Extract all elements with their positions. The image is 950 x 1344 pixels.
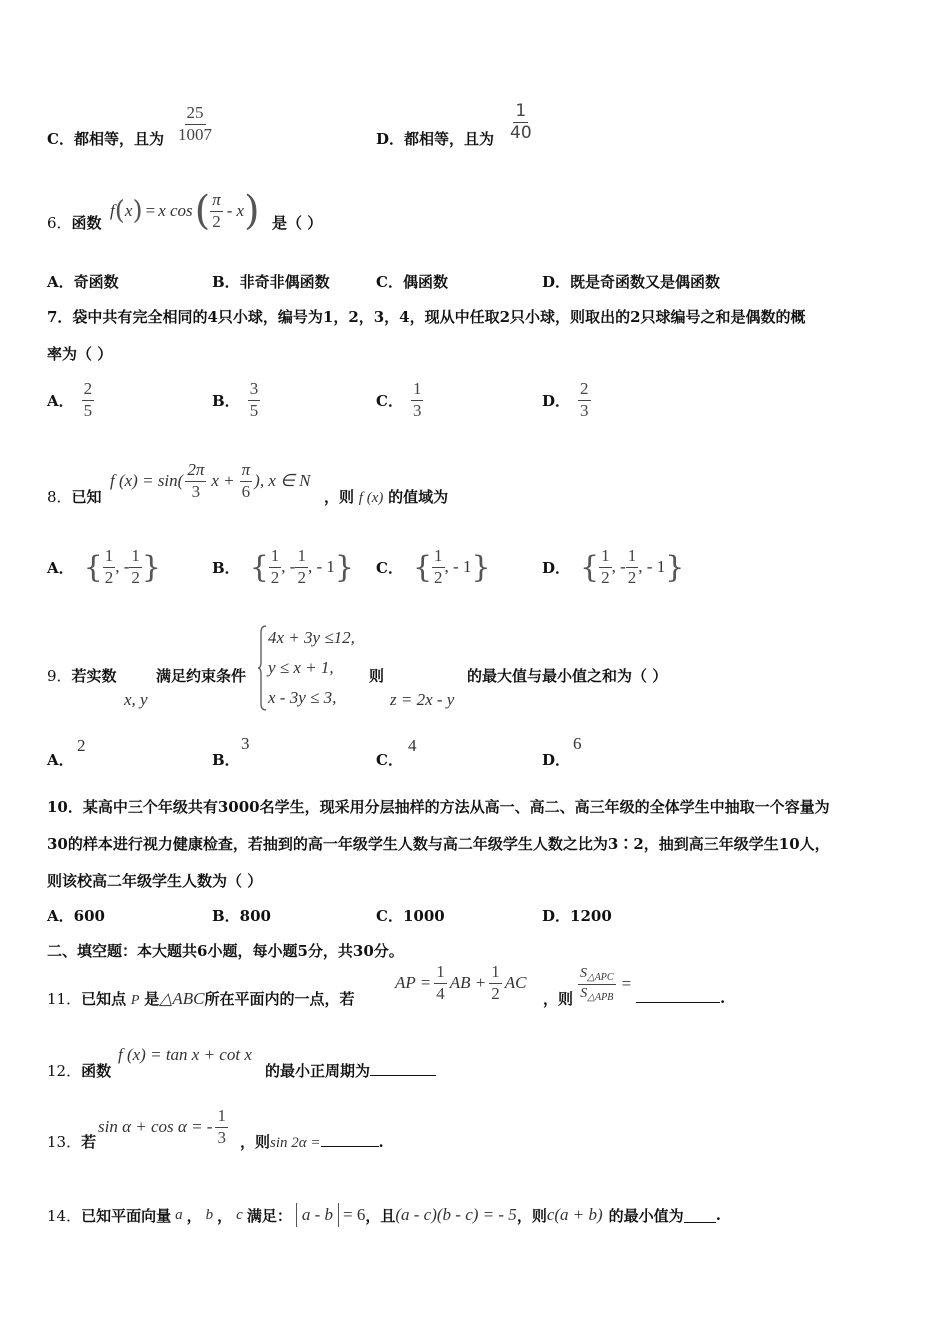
q12-prefix: 函数 [81,1062,112,1080]
fraction-numerator: 1 [626,547,639,568]
q8-option-d[interactable] [542,542,684,592]
answer-blank[interactable] [684,1208,716,1223]
q13-then: ，则 [240,1133,271,1151]
q6-formula [110,188,260,234]
option-label: C． [376,391,403,410]
q12-number: 12． [47,1062,82,1080]
fraction-denominator: 5 [83,400,93,420]
q6-option-c[interactable]: C．偶函数 [376,273,448,291]
q10-option-a[interactable]: A．600 [47,907,105,925]
q14-then: ，则 [516,1206,547,1225]
q12-stem [47,1060,111,1081]
math-sep: , - 1 [307,557,335,576]
fraction-denominator: 5 [249,400,259,420]
q8-then: ，则 [324,488,355,506]
q5-option-c-label: C．都相等，且为 [47,130,164,148]
math-x: x [236,201,245,220]
q9-option-c[interactable]: C． [376,751,403,769]
fraction-numerator: 1 [295,547,308,568]
fraction-denominator: 2 [434,567,443,587]
q9-number: 9． [47,667,72,685]
math-expr: sin 2α = [270,1135,321,1151]
fraction-numerator: 1 [411,380,424,401]
math-sep: , - [611,557,626,576]
math-expr: x + [211,471,235,490]
fraction-denominator: 2 [131,567,140,587]
q14-sep: ， [217,1206,233,1225]
q9-suffix: 的最大值与最小值之和为（ ） [467,667,668,685]
q8-stem [47,486,102,507]
q8-number: 8． [47,488,72,506]
q12-expr: f (x) = tan x + cot x [118,1045,252,1064]
q8-post: 的值域为 [388,488,449,506]
q9-constraint-2: y ≤ x + 1, [268,658,334,677]
q9-mid: 满足约束条件 [156,667,247,685]
option-label: C． [376,558,403,577]
q13-formula [98,1102,228,1152]
fraction-denominator: 2 [212,211,221,231]
brace-left: { [83,549,103,585]
q5-option-d-fraction [508,102,534,142]
section-heading: 二、填空题：本大题共6小题，每小题5分，共30分。 [47,942,404,960]
q13-suffix [240,1131,384,1152]
q6-number: 6． [47,214,72,232]
q6-option-a[interactable]: A．奇函数 [47,273,119,291]
q10-option-b[interactable]: B．800 [212,907,271,925]
math-minus: - [226,201,233,220]
fraction-numerator: 2π [185,461,206,482]
q10-line-1: 10．某高中三个年级共有3000名学生，现采用分层抽样的方法从高一、高二、高三年级的全体学生中抽取一个容量为 [47,798,830,816]
q6-suffix: 是（ ） [272,214,323,232]
q9-option-b[interactable]: B． [212,751,240,769]
fraction-numerator: 1 [129,547,142,568]
q8-prefix: 已知 [71,488,102,506]
q9-constraint-1: 4x + 3y ≤12, [268,628,355,647]
q7-option-c[interactable] [376,376,423,424]
math-ab: AB + [449,973,487,992]
math-sep: , - 1 [638,557,666,576]
brace-icon [258,624,268,712]
fraction-denominator: 4 [436,983,445,1003]
q6-option-b[interactable]: B．非奇非偶函数 [212,273,330,291]
q10-option-c[interactable]: C．1000 [376,907,445,925]
q11-answer-blank[interactable] [636,988,725,1007]
q5-option-d[interactable] [376,128,494,149]
fraction-numerator: 1 [269,547,282,568]
q14-and: ，且 [365,1206,396,1225]
paren-left: ( [114,196,125,226]
q7-line-2: 率为（ ） [47,345,113,363]
math-cond: (a - c)(b - c) = - 5 [395,1205,517,1224]
q13-prefix: 若 [81,1133,97,1151]
option-label: D． [542,558,571,577]
paren-left-big: ( [194,188,211,234]
math-sep: , - [281,557,296,576]
math-subscript: △APC [587,971,614,983]
fraction-numerator: π [210,191,223,212]
q10-line-3: 则该校高二年级学生人数为（ ） [47,872,263,890]
math-ap: AP = [395,973,432,992]
fraction-denominator: 2 [297,567,306,587]
q11-is: 是 [144,990,160,1008]
fraction-denominator: 6 [241,481,251,501]
option-label: B． [212,391,240,410]
q11-end: . [720,989,726,1007]
fraction-numerator: 1 [215,1107,228,1128]
fraction-denominator: 3 [191,481,201,501]
q9-option-c-value: 4 [408,736,417,755]
math-sep: , - [115,557,130,576]
q11-number: 11． [47,990,82,1008]
option-label: B． [212,558,240,577]
fraction-numerator: 1 [434,963,447,984]
fraction-numerator: 3 [248,380,261,401]
math-p: P [130,993,140,1008]
q9-option-b-value: 3 [241,734,250,753]
answer-blank[interactable] [636,988,720,1003]
q6-stem [47,212,102,233]
system-brace [258,624,262,712]
q9-option-a-value: 2 [77,736,86,755]
math-x: x [124,201,133,220]
q9-constraint-3: x - 3y ≤ 3, [268,688,337,707]
brace-right: } [141,549,161,585]
math-b: b [205,1206,214,1223]
math-expr: sin α + cos α = - [98,1117,213,1136]
math-a: a [175,1206,183,1223]
fraction-denominator: 3 [217,1127,226,1147]
q5-option-c[interactable] [47,128,164,149]
fraction-numerator: 1 [515,101,527,121]
math-ac: AC [504,973,527,992]
q14-sep: ， [186,1206,202,1225]
brace-left: { [580,549,600,585]
math-s: S [580,985,588,1001]
math-triangle: △ABC [159,989,205,1008]
q8-option-a[interactable] [47,542,161,592]
fraction-numerator: 1 [103,547,116,568]
fraction-denominator: 2 [270,567,280,587]
q8-option-c[interactable] [376,542,491,592]
fraction-numerator: 2 [578,380,591,401]
q7-line-1: 7．袋中共有完全相同的4只小球，编号为1，2，3，4，现从中任取2只小球，则取出的2只球编号之和是偶数的概 [47,308,806,326]
q14-prefix: 已知平面向量 [81,1206,172,1225]
math-eq: = [145,201,156,220]
math-f: f [110,201,115,220]
math-eq: = [621,974,632,993]
answer-blank[interactable] [321,1132,379,1147]
q11-vector-eq [395,960,526,1006]
math-s: S [580,965,587,981]
fraction-denominator: 1007 [178,124,212,144]
fraction-denominator: 2 [104,567,114,587]
fraction-numerator [578,966,616,985]
q14-mid: 满足： [246,1206,292,1225]
q8-formula [110,456,311,506]
q11-mid: 所在平面内的一点，若 [204,990,355,1008]
q5-option-c-fraction [176,104,214,144]
brace-left: { [249,549,269,585]
q6-prefix: 函数 [71,214,102,232]
q7-option-b[interactable] [212,376,260,424]
q13-end: . [378,1133,384,1151]
q9-option-d-value: 6 [573,734,582,753]
math-expr: f (x) = sin( [110,471,184,490]
math-expr: c(a + b) [546,1205,603,1224]
math-c: c [236,1206,243,1223]
q11-stem [47,988,354,1009]
q9-objective: z = 2x - y [390,690,455,709]
option-label: A． [47,391,74,410]
paren-right: ) [132,196,143,226]
fraction-numerator: 1 [599,547,612,568]
option-label: A． [47,558,74,577]
q13-number: 13． [47,1133,82,1151]
math-subscript: △APB [587,991,614,1003]
math-expr: ), x ∈ N [254,471,311,490]
q14-post: 的最小值为 [608,1206,684,1225]
q12-post: 的最小正周期为 [265,1062,371,1080]
brace-right: } [334,549,354,585]
q10-option-d[interactable]: D．1200 [542,907,612,925]
q11-prefix: 已知点 [81,990,127,1008]
q12-suffix [265,1060,436,1081]
math-eq: = 6 [343,1205,366,1224]
fraction-denominator: 2 [601,567,610,587]
fraction-numerator: 1 [489,963,502,984]
q14-end: . [715,1206,721,1224]
q7-option-d[interactable] [542,376,591,424]
q13-stem [47,1131,96,1152]
math-sep: , - 1 [444,557,472,576]
q14-stem [47,1203,721,1227]
fraction-denominator: 2 [491,983,500,1003]
q9-option-d[interactable]: D． [542,751,571,769]
q9-stem [47,665,117,686]
q9-vars: x, y [124,690,148,709]
q8-option-b[interactable] [212,542,354,592]
option-label: D． [542,391,571,410]
fraction-numerator: π [240,461,253,482]
q11-then: ，则 [543,990,574,1008]
q6-option-d[interactable]: D．既是奇函数又是偶函数 [542,273,721,291]
fraction-denominator [578,985,615,1003]
q9-then: 则 [369,667,385,685]
q7-option-a[interactable] [47,376,94,424]
q9-option-a[interactable]: A． [47,751,74,769]
math-fx: f (x) [358,490,384,506]
paren-right-big: ) [244,188,260,234]
answer-blank[interactable] [370,1061,436,1076]
brace-right: } [665,549,685,585]
q10-line-2: 30的样本进行视力健康检查，若抽到的高一年级学生人数与高二年级学生人数之比为3∶2，抽到高三年级学生10人， [47,835,830,853]
fraction-denominator: 3 [412,400,422,420]
brace-left: { [412,549,433,585]
brace-right: } [471,549,491,585]
fraction-denominator: 3 [580,400,589,420]
q8-suffix [324,486,448,507]
fraction-denominator: 2 [627,567,637,587]
q14-number: 14． [47,1206,82,1225]
fraction-numerator: 2 [82,380,95,401]
math-xcos: x cos [158,201,193,220]
fraction-numerator: 25 [185,104,206,125]
q5-option-d-label: D．都相等，且为 [376,130,495,148]
fraction-denominator: 40 [510,122,532,143]
q11-area-ratio [578,962,631,1006]
fraction-numerator: 1 [432,547,445,568]
q9-prefix: 若实数 [71,667,117,685]
math-abs: a - b [296,1203,339,1227]
